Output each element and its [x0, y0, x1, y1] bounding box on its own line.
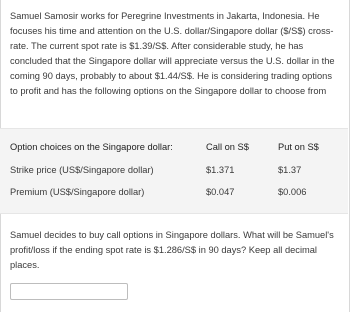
table-header-label: Option choices on the Singapore dollar:: [10, 142, 173, 152]
options-table: [0, 128, 348, 214]
table-header-call: Call on S$: [206, 142, 249, 152]
table-header-put: Put on S$: [278, 142, 319, 152]
strike-price-put: $1.37: [278, 165, 302, 175]
answer-input[interactable]: [10, 283, 128, 300]
question-text: Samuel decides to buy call options in Singapore dollars. What will be Samuel's profit/loss if the ending spot rate is $1.286/S$ in 90 days? Keep all decimal places.: [10, 230, 334, 270]
premium-label: Premium (US$/Singapore dollar): [10, 187, 145, 197]
problem-intro-text: Samuel Samosir works for Peregrine Investments in Jakarta, Indonesia. He focuses his time and attention on the U.S. dollar/Singapore dollar ($/S$) cross-rate. The current spot rate is $1.39/S$. After considerable study, he has concluded that the Singapore dollar will appreciate versus the U.S. dollar in the coming 90 days, probably to about $1.44/S$. He is considering trading options to profit and has the following options on the Singapore dollar to choose from: [10, 11, 335, 96]
strike-price-call: $1.371: [206, 165, 235, 175]
premium-put: $0.006: [278, 187, 307, 197]
premium-call: $0.047: [206, 187, 235, 197]
strike-price-label: Strike price (US$/Singapore dollar): [10, 165, 154, 175]
